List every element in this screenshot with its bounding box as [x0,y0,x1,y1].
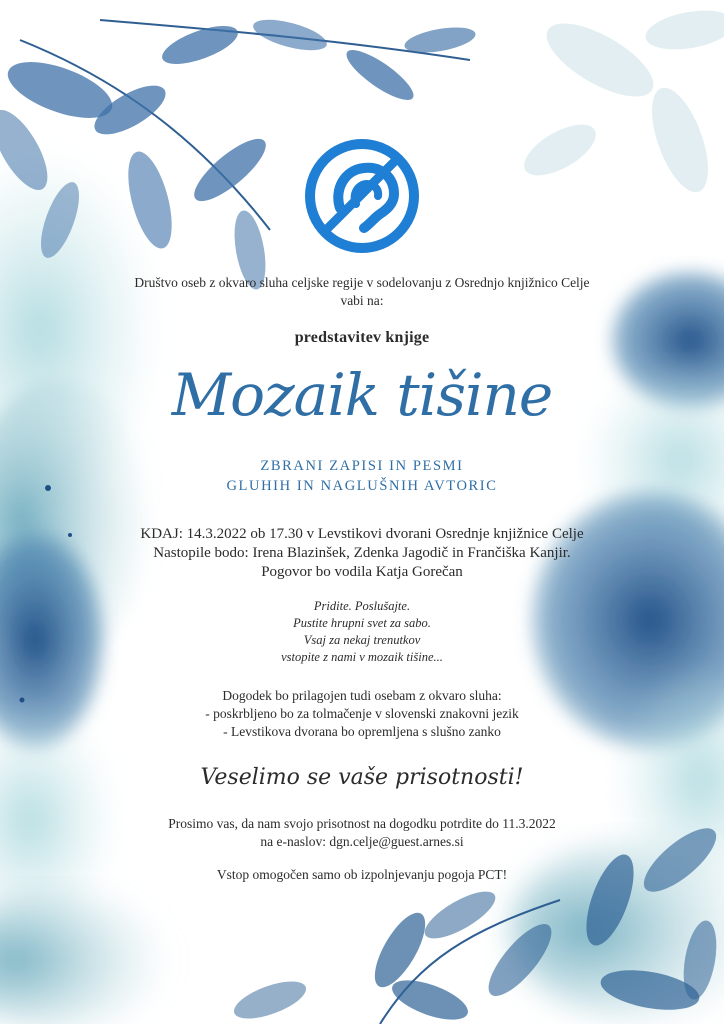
accessibility-line-3: - Levstikova dvorana bo opremljena s slušno zanko [223,724,501,739]
rsvp-line-2: na e-naslov: dgn.celje@guest.arnes.si [260,834,464,849]
pct-requirement: Vstop omogočen samo ob izpolnjevanju pogoja PCT! [216,867,508,882]
book-subtitle [0,456,724,496]
details-moderator: Pogovor bo vodila Katja Gorečan [261,564,463,580]
hearing-loss-symbol-icon [304,138,420,254]
invitation-poem [0,598,724,666]
event-type-heading: predstavitev knjige [294,329,430,346]
event-details [0,525,724,582]
rsvp-info [0,815,724,851]
accessibility-line-2: - poskrbljeno bo za tolmačenje v slovenski znakovni jezik [205,706,519,721]
subtitle-line-1: ZBRANI ZAPISI IN PESMI [260,458,464,474]
subtitle-line-2: GLUHIH IN NAGLUŠNIH AVTORIC [226,478,498,494]
book-title: Mozaik tišine [171,361,553,429]
intro-line-2: vabi na: [340,293,384,308]
closing-greeting: Veselimo se vaše prisotnosti! [200,765,524,790]
rsvp-line-1: Prosimo vas, da nam svojo prisotnost na dogodku potrdite do 11.3.2022 [168,816,556,831]
poem-line-2: Pustite hrupni svet za sabo. [293,616,431,630]
poem-line-1: Pridite. Poslušajte. [313,599,411,613]
details-when: KDAJ: 14.3.2022 ob 17.30 v Levstikovi dvorani Osrednje knjižnice Celje [140,526,584,542]
intro-line-1: Društvo oseb z okvaro sluha celjske regije v sodelovanju z Osrednjo knjižnico Celje [134,275,590,290]
accessibility-info [0,687,724,741]
accessibility-line-1: Dogodek bo prilagojen tudi osebam z okvaro sluha: [222,688,502,703]
poem-line-4: vstopite z nami v mozaik tišine... [281,650,443,664]
details-performers: Nastopile bodo: Irena Blazinšek, Zdenka Jagodič in Frančiška Kanjir. [153,545,571,561]
intro-text [0,274,724,310]
poem-line-3: Vsaj za nekaj trenutkov [303,633,421,647]
